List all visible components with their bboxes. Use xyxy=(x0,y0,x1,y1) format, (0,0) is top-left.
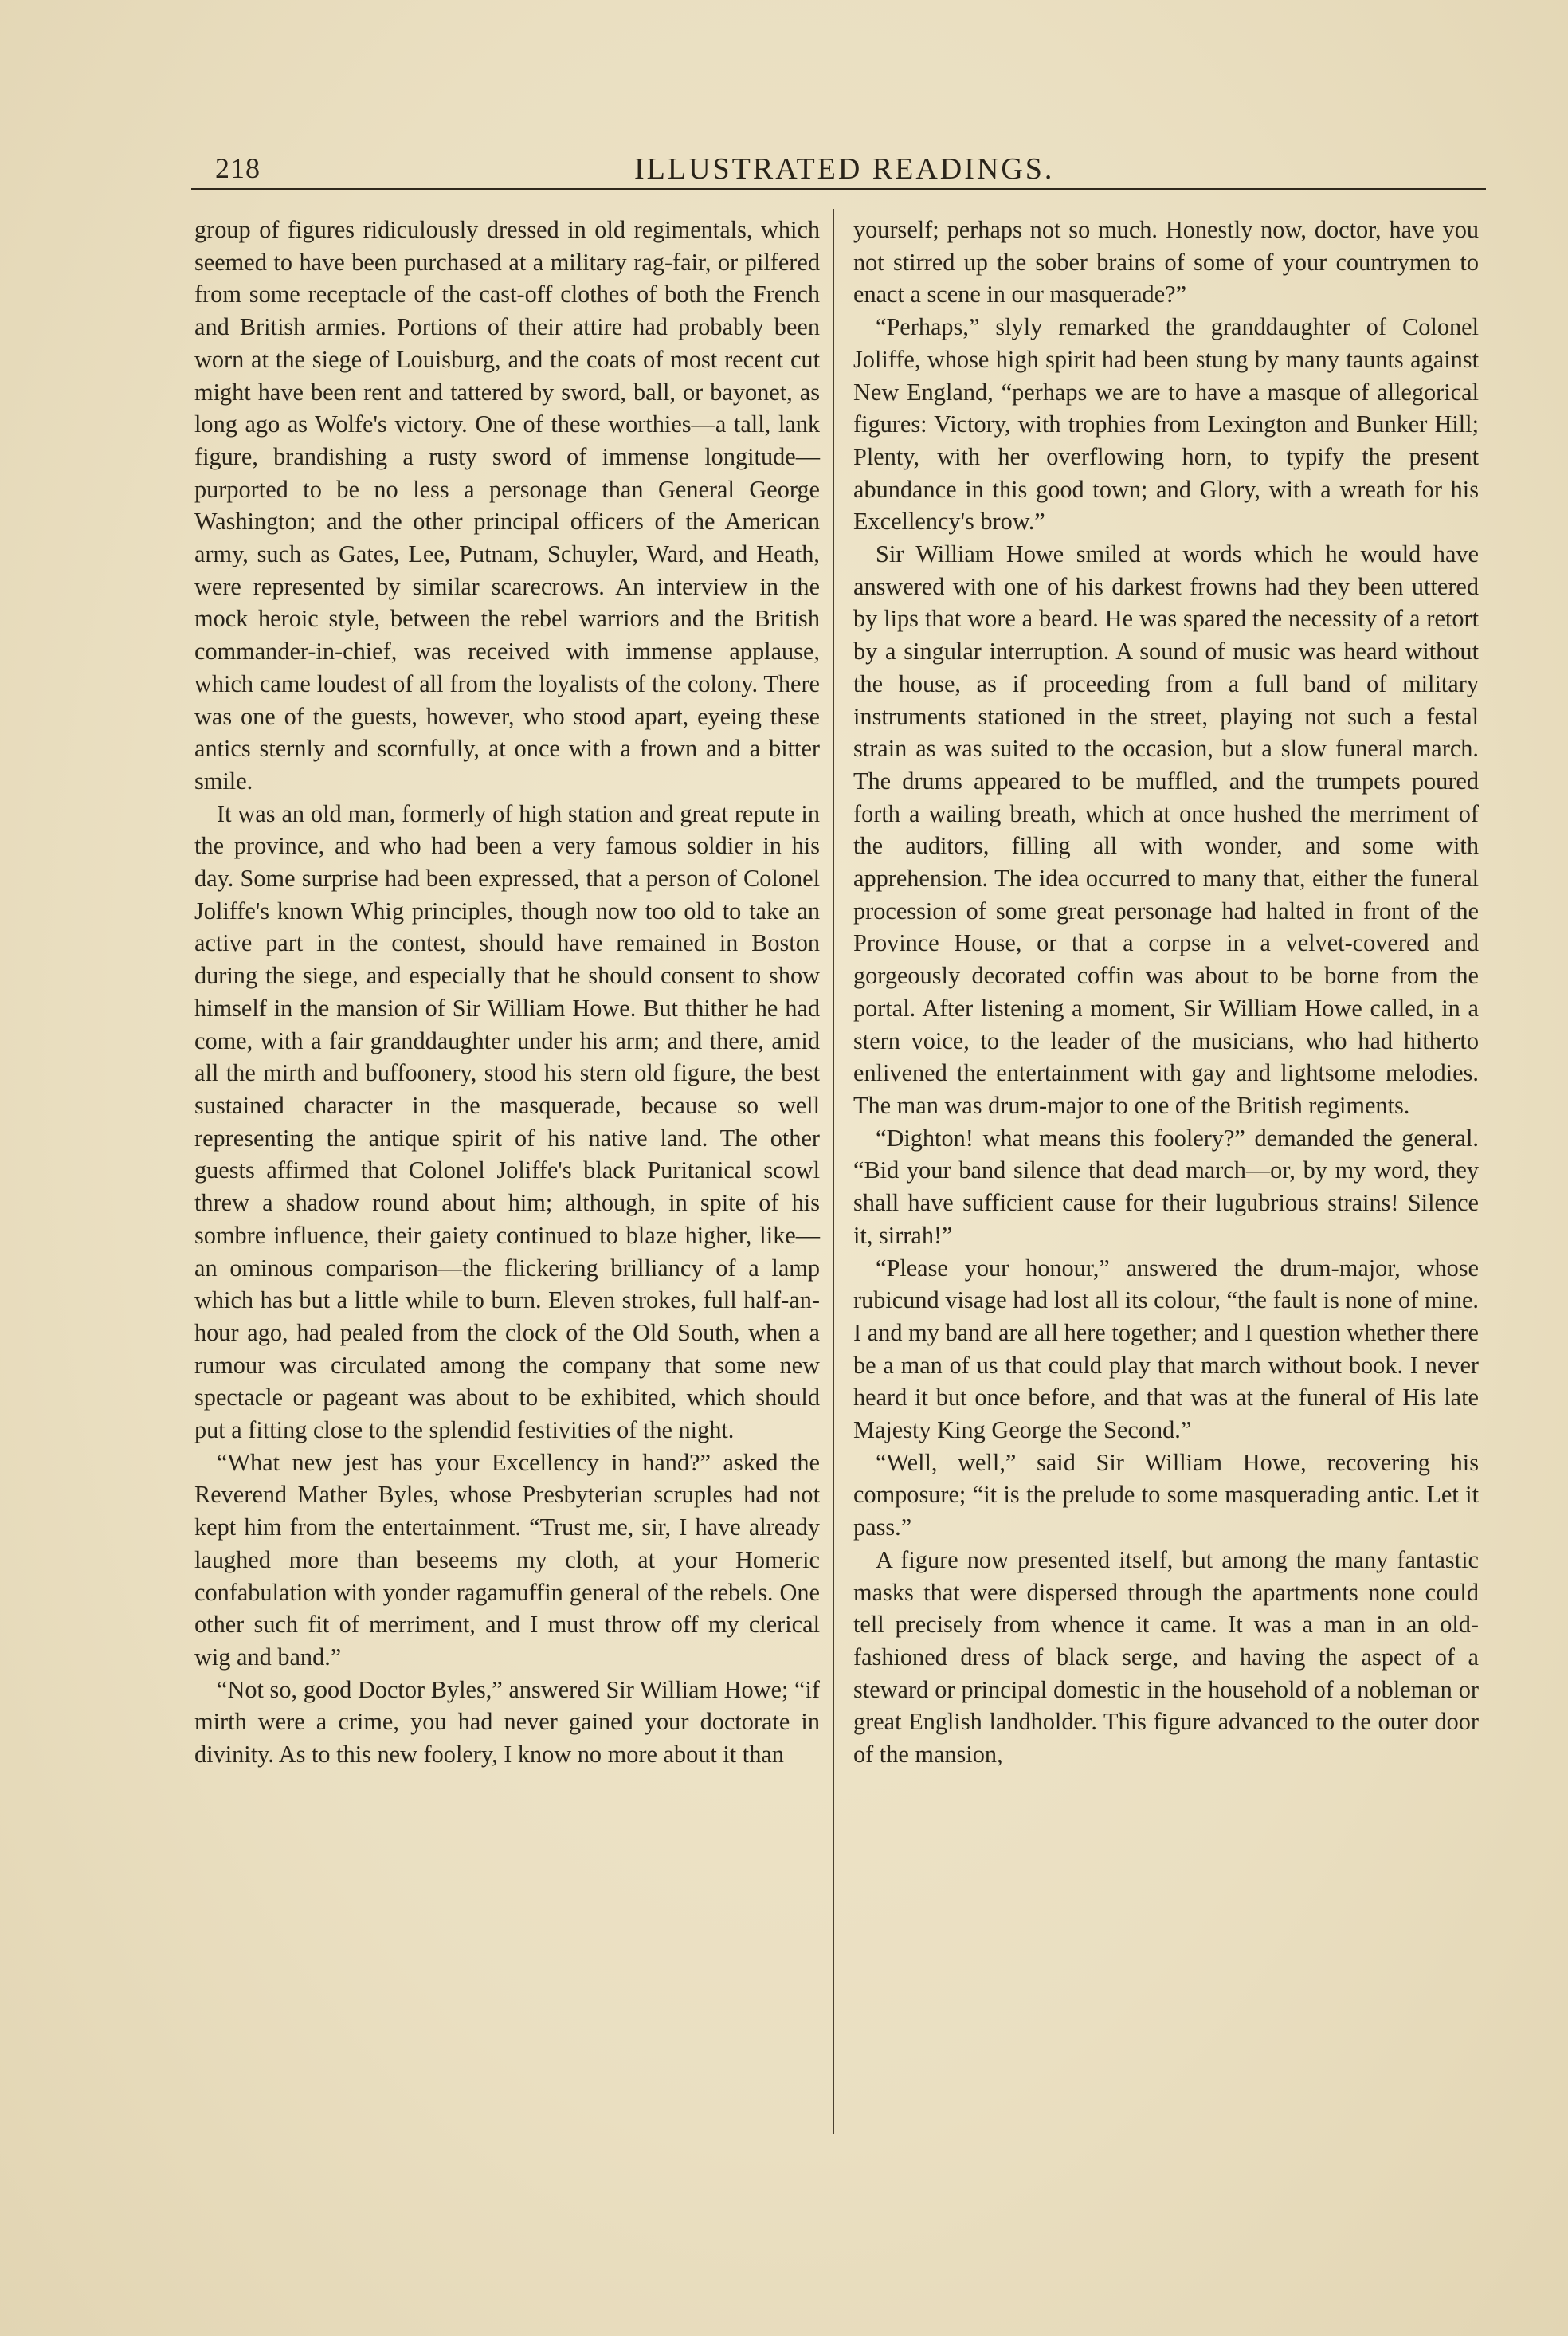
page-header xyxy=(191,151,1486,188)
paragraph: “Not so, good Doctor Byles,” answered Sir William Howe; “if mirth were a crime, you had never gained your doctorate in divinity. As to this new foolery, I know no more about it than xyxy=(194,1675,820,1769)
left-column xyxy=(194,214,820,1771)
paragraph: It was an old man, formerly of high station and great repute in the province, and who had been a very famous soldier in his day. Some surprise had been expressed, that a person of Colonel Joliffe's known Whig principles, though now too old to take an active part in the contest, should have remained in Boston during the siege, and especially that he should consent to show himself in the mansion of Sir William Howe. But thither he had come, with a fair granddaughter under his arm; and there, amid all the mirth and buffoonery, stood his stern old figure, the best sustained character in the masquerade, because so well representing the antique spirit of his native land. The other guests affirmed that Colonel Joliffe's black Puritanical scowl threw a shadow round about him; although, in spite of his sombre influence, their gaiety continued to blaze higher, like—an ominous comparison—the flickering brilliancy of a lamp which has but a little while to burn. Eleven strokes, full half-an-hour ago, had pealed from the clock of the Old South, when a rumour was circulated among the company that some new spectacle or pageant was about to be exhibited, which should put a fitting close to the splendid festivities of the night. xyxy=(194,799,820,1444)
paragraph: “What new jest has your Excellency in hand?” asked the Reverend Mather Byles, whose Presbyterian scruples had not kept him from the entertainment. “Trust me, sir, I have already laughed more than beseems my cloth, at your Homeric confabulation with yonder ragamuffin general of the rebels. One other such fit of merriment, and I must throw off my clerical wig and band.” xyxy=(194,1448,820,1671)
paragraph: A figure now presented itself, but among the many fantastic masks that were dispersed through the apartments none could tell precisely from whence it came. It was a man in an old-fashioned dress of black serge, and having the aspect of a steward or principal domestic in the household of a nobleman or great English landholder. This figure advanced to the outer door of the mansion, xyxy=(853,1545,1479,1769)
running-title: ILLUSTRATED READINGS. xyxy=(634,152,1055,186)
paragraph: “Well, well,” said Sir William Howe, recovering his composure; “it is the prelude to some masquerading antic. Let it pass.” xyxy=(853,1448,1479,1541)
paragraph: group of figures ridiculously dressed in old regimentals, which seemed to have been purchased at a military rag-fair, or pilfered from some receptacle of the cast-off clothes of both the French and British armies. Portions of their attire had probably been worn at the siege of Louisburg, and the coats of most recent cut might have been rent and tattered by sword, ball, or bayonet, as long ago as Wolfe's victory. One of these worthies—a tall, lank figure, brandishing a rusty sword of immense longitude—purported to be no less a personage than General George Washington; and the other principal officers of the American army, such as Gates, Lee, Putnam, Schuyler, Ward, and Heath, were represented by similar scarecrows. An interview in the mock heroic style, between the rebel warriors and the British commander-in-chief, was received with immense applause, which came loudest of all from the loyalists of the colony. There was one of the guests, however, who stood apart, eyeing these antics sternly and scornfully, at once with a frown and a bitter smile. xyxy=(194,216,820,795)
column-divider xyxy=(833,209,834,2134)
paragraph: yourself; perhaps not so much. Honestly now, doctor, have you not stirred up the sober brains of some of your countrymen to enact a scene in our masquerade?” xyxy=(853,216,1479,308)
paragraph: “Dighton! what means this foolery?” demanded the general. “Bid your band silence that dead march—or, by my word, they shall have sufficient cause for their lugubrious strains! Silence it, sirrah!” xyxy=(853,1124,1479,1249)
right-column xyxy=(853,214,1479,1771)
paragraph: Sir William Howe smiled at words which he would have answered with one of his darkest frowns had they been uttered by lips that wore a beard. He was spared the necessity of a retort by a singular interruption. A sound of music was heard without the house, as if proceeding from a full band of military instruments stationed in the street, playing not such a festal strain as was suited to the occasion, but a slow funeral march. The drums appeared to be muffled, and the trumpets poured forth a wailing breath, which at once hushed the merriment of the auditors, filling all with wonder, and some with apprehension. The idea occurred to many that, either the funeral procession of some great personage had halted in front of the Province House, or that a corpse in a velvet-covered and gorgeously decorated coffin was about to be borne from the portal. After listening a moment, Sir William Howe called, in a stern voice, to the leader of the musicians, who had hitherto enlivened the entertainment with gay and lightsome melodies. The man was drum-major to one of the British regiments. xyxy=(853,540,1479,1119)
paragraph: “Perhaps,” slyly remarked the granddaughter of Colonel Joliffe, whose high spirit had been stung by many taunts against New England, “perhaps we are to have a masque of allegorical figures: Victory, with trophies from Lexington and Bunker Hill; Plenty, with her overflowing horn, to typify the present abundance in this good town; and Glory, with a wreath for his Excellency's brow.” xyxy=(853,313,1479,536)
paragraph: “Please your honour,” answered the drum-major, whose rubicund visage had lost all its colour, “the fault is none of mine. I and my band are all here together; and I question whether there be a man of us that could play that march without book. I never heard it but once before, and that was at the funeral of His late Majesty King George the Second.” xyxy=(853,1254,1479,1444)
page-number: 218 xyxy=(215,152,261,184)
header-rule xyxy=(191,188,1486,190)
